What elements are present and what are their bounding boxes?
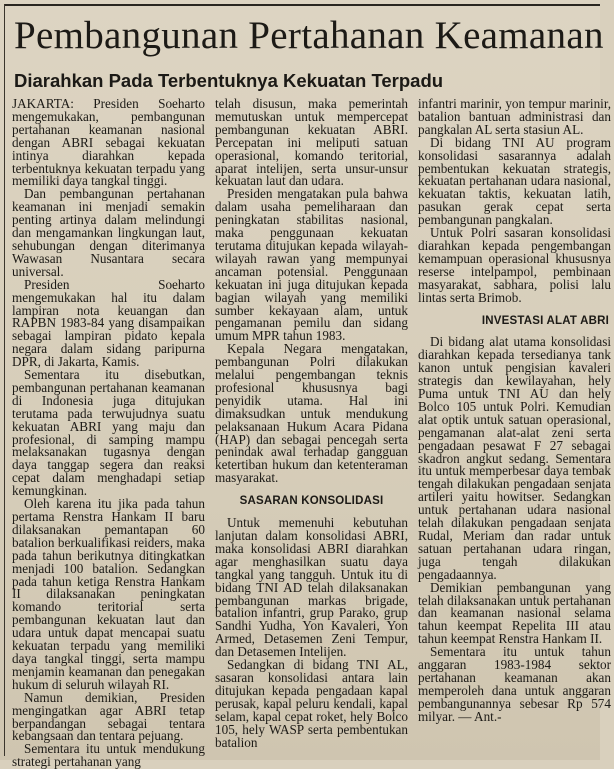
top-rule <box>4 4 600 6</box>
paragraph: Oleh karena itu jika pada tahun pertama Renstra Hankam II baru dilaksanakan pemantapan 60 batalion berkualifikasi reiders, maka pada tahun berikutnya ditingkatkan menjadi 100 batalion. Sedangkan pada tahun ketiga Renstra Hankam II dilaksanakan peningkatan komando teritorial serta pembangunan kekuatan laut dan udara untuk dapat mencapai suatu kekuatan terpadu yang memiliki daya tangkal tinggi, serta mampu menjamin keamanan dan penegakan hukum di seluruh wilayah RI. <box>12 496 205 692</box>
paragraph: Presiden Soeharto mengemukakan hal itu dalam lampiran nota keuangan dan RAPBN 1983-84 yang disampaikan sebagai lampiran pidato kepala negara dalam sidang paripurna DPR, di Jakarta, Kamis. <box>12 276 205 370</box>
paragraph: Untuk memenuhi kebutuhan lanjutan dalam konsolidasi ABRI, maka konsolidasi ABRI diarahkan agar menghasilkan suatu daya tangkal yang tangguh. Untuk itu di bidang TNI AD telah dilaksanakan pembangunan markas brigade, batalion infantri, grup Parako, grup Sandhi Yudha, Yon Kavaleri, Yon Armed, Detasemen Zeni Tempur, dan Detasemen Intelijen. <box>215 515 408 660</box>
section-heading-sasaran-konsolidasi: SASARAN KONSOLIDASI <box>239 495 384 508</box>
headline: Pembangunan Pertahanan Keamanan <box>14 14 604 57</box>
paragraph: Sedangkan di bidang TNI AL, sasaran konsolidasi antara lain ditujukan kepada pengadaan kapal perusak, kapal peluru kendali, kapal selam, kapal cepat roket, hely Bolco 105, hely WASP serta pembentukan batalion <box>215 657 408 750</box>
column-2 <box>215 98 408 760</box>
paragraph: Sementara itu untuk tahun anggaran 1983-1984 sektor pertahanan keamanan akan memperoleh dana untuk anggaran pembangunannya sebesar Rp 574 milyar. — Ant.- <box>418 644 611 724</box>
section-heading-investasi-alat-abri: INVESTASI ALAT ABRI <box>481 314 609 327</box>
paragraph: Di bidang TNI AU program konsolidasi sasarannya adalah pembentukan kekuatan strategis, kekuatan pertahanan udara nasional, kekuatan taktis, kekuatan latih, pasukan gerak cepat serta pembangunan pangkalan. <box>418 134 611 228</box>
column-3 <box>418 98 611 760</box>
paragraph: Untuk Polri sasaran konsolidasi diarahkan kepada pengembangan kemampuan operasional khususnya reserse intelpampol, pembinaan masyarakat, sabhara, polisi lalu lintas serta Brimob. <box>418 225 611 305</box>
paragraph: infantri marinir, yon tempur marinir, batalion bantuan administrasi dan pangkalan AL serta stasiun AL. <box>418 96 611 137</box>
paragraph: Di bidang alat utama konsolidasi diarahkan kepada tersedianya tank kanon untuk pengisian kavaleri strategis dan kewilayahan, hely Puma untuk TNI AU dan hely Bolco 105 untuk Polri. Kemudian alat optik untuk satuan operasional, pengamanan alat-alat zeni serta pengadaan pesawat F 27 sebagai skadron angkut sedang. Sementara itu untuk memperbesar daya tembak tengah dilakukan pengadaan senjata artileri yaitu howitser. Sedangkan untuk pertahanan udara nasional telah dilakukan pengadaan senjata Rudal, Meriam dan radar untuk satuan pertahanan udara ringan, juga tengah dilakukan pengadaannya. <box>418 334 611 582</box>
article-body <box>12 96 612 769</box>
subheadline: Diarahkan Pada Terbentuknya Kekuatan Terpadu <box>14 70 444 91</box>
paragraph: JAKARTA: Presiden Soeharto mengemukakan, pembangunan pertahanan keamanan nasional dengan ABRI sebagai kekuatan intinya diarahkan kepada terbentuknya kekuatan terpadu yang memiliki daya tangkal tinggi. <box>12 96 205 189</box>
column-1 <box>12 96 205 769</box>
paragraph: Presiden mengatakan pula bahwa dalam usaha pemeliharaan dan peningkatan stabilitas nasional, maka penggunaan kekuatan terutama ditujukan kepada wilayah-wilayah rawan yang mempunyai ancaman potensial. Penggunaan kekuatan ini juga ditujukan kepada bagian wilayah yang memiliki sumber kekayaan alam, untuk pengamanan pemilu dan sidang umum MPR tahun 1983. <box>215 186 408 344</box>
paragraph: Sementara itu untuk mendukung strategi pertahanan yang <box>12 741 205 769</box>
paragraph: Sementara itu disebutkan, pembangunan pertahanan keamanan di Indonesia juga ditujukan terutama pada terwujudnya suatu kekuatan ABRI yang maju dan profesional, di samping mampu melaksanakan tugasnya dengan daya tanggap segera dan reaksi cepat dalam menghadapi setiap kemungkinan. <box>12 367 205 499</box>
paragraph: Demikian pembangunan yang telah dilaksanakan untuk pertahanan dan keamanan nasional selama tahun keempat Repelita III atau tahun keempat Renstra Hankam II. <box>418 579 611 647</box>
paragraph: Namun demikian, Presiden mengingatkan agar ABRI tetap berpandangan sebagai tentara kebangsaan dan tentara pejuang. <box>12 689 205 744</box>
paragraph: Kepala Negara mengatakan, pembangunan Polri dilakukan melalui pengembangan teknis profesional khususnya bagi penyidik utama. Hal ini dimaksudkan untuk mendukung pelaksanaan Hukum Acara Pidana (HAP) dan sebagai pencegah serta penindak awal terhadap gangguan ketertiban hukum dan ketenteraman masyarakat. <box>215 341 408 486</box>
paragraph: telah disusun, maka pemerintah memutuskan untuk mempercepat pembangunan kekuatan ABRI. Percepatan ini meliputi satuan operasional, komando teritorial, aparat intelijen, serta unsur-unsur kekuatan laut dan udara. <box>215 96 408 189</box>
paragraph: Dan pembangunan pertahanan keamanan ini menjadi semakin penting artinya dalam melindungi dan mengamankan lingkungan laut, sehubungan dengan diterimanya Wawasan Nusantara secara universal. <box>12 186 205 279</box>
left-rule <box>4 4 5 756</box>
